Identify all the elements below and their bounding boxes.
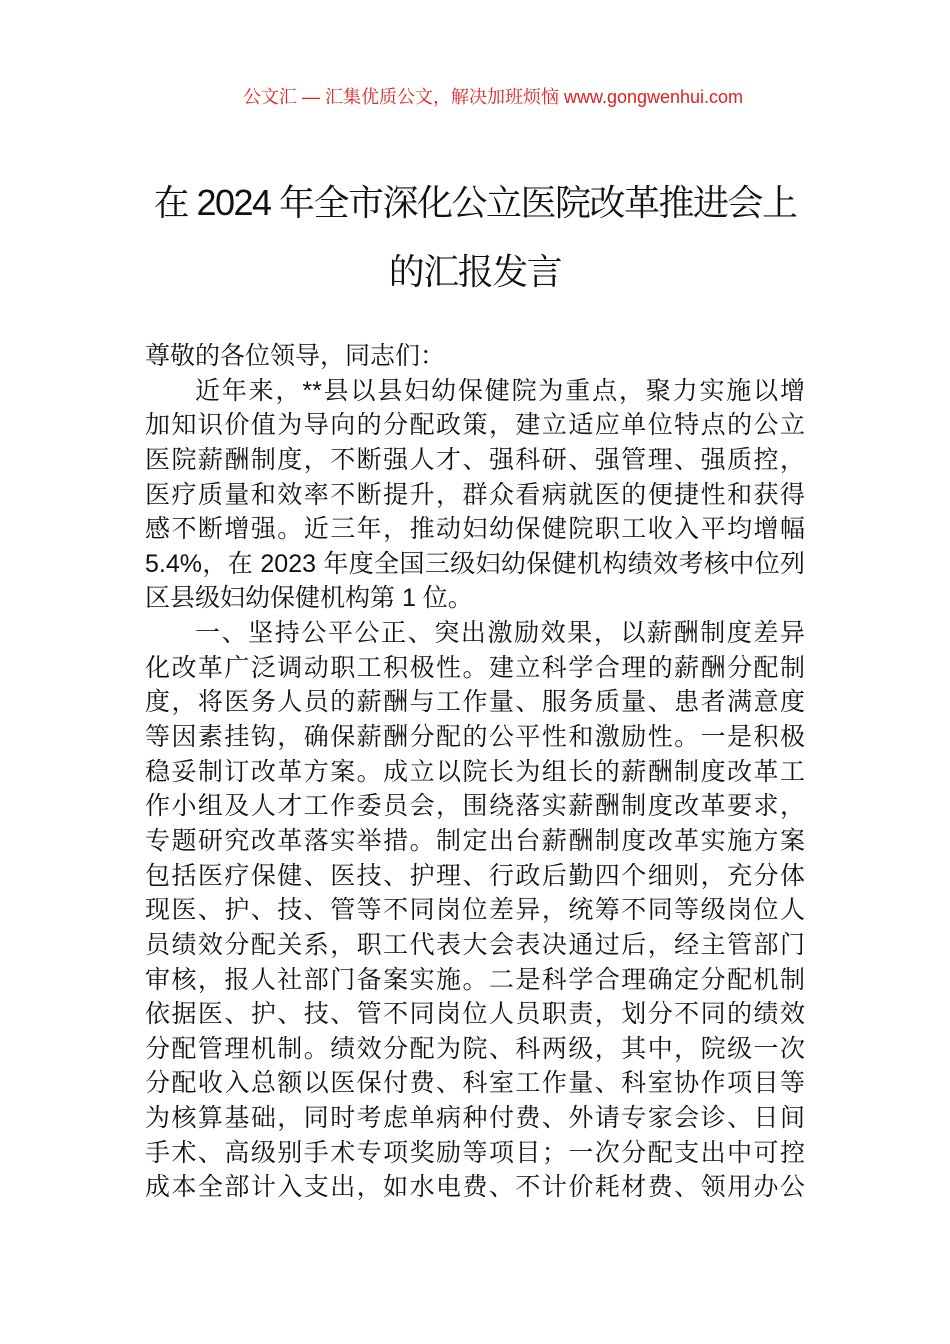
site-banner: 公文汇 — 汇集优质公文，解决加班烦恼 www.gongwenhui.com xyxy=(242,87,744,107)
text-line: 包括医疗保健、医技、护理、行政后勤四个细则，充分体 xyxy=(145,861,805,890)
text-line: 为核算基础，同时考虑单病种付费、外请专家会诊、日间 xyxy=(145,1104,805,1133)
text-line: 现医、护、技、管等不同岗位差异，统筹不同等级岗位人 xyxy=(145,896,805,925)
text-line: 一、坚持公平公正、突出激励效果，以薪酬制度差异 xyxy=(195,619,805,648)
text-line: 作小组及人才工作委员会，围绕落实薪酬制度改革要求， xyxy=(145,792,805,821)
text-line: 专题研究改革落实举措。制定出台薪酬制度改革实施方案 xyxy=(145,826,805,855)
text-line: 加知识价值为导向的分配政策，建立适应单位特点的公立 xyxy=(145,411,805,440)
text-line: 员绩效分配关系，职工代表大会表决通过后，经主管部门 xyxy=(145,930,805,959)
text-line: 医院薪酬制度，不断强人才、强科研、强管理、强质控， xyxy=(145,445,805,474)
text-line: 分配管理机制。绩效分配为院、科两级，其中，院级一次 xyxy=(145,1034,805,1063)
text-line: 审核，报人社部门备案实施。二是科学合理确定分配机制 xyxy=(145,965,805,994)
text-line: 等因素挂钩，确保薪酬分配的公平性和激励性。一是积极 xyxy=(145,723,805,752)
paragraph-section-one xyxy=(145,616,805,1205)
text-line: 依据医、护、技、管不同岗位人员职责，划分不同的绩效 xyxy=(145,1000,805,1029)
paragraph-intro xyxy=(145,374,805,616)
document-body xyxy=(145,339,805,1205)
text-line: 感不断增强。近三年，推动妇幼保健院职工收入平均增幅 xyxy=(145,515,805,544)
text-line: 近年来，**县以县妇幼保健院为重点，聚力实施以增 xyxy=(195,376,805,405)
text-line: 化改革广泛调动职工积极性。建立科学合理的薪酬分配制 xyxy=(145,653,805,682)
text-line: 分配收入总额以医保付费、科室工作量、科室协作项目等 xyxy=(145,1069,805,1098)
text-line: 稳妥制订改革方案。成立以院长为组长的薪酬制度改革工 xyxy=(145,757,805,786)
text-line: 成本全部计入支出，如水电费、不计价耗材费、领用办公 xyxy=(145,1173,805,1202)
document-title-line-1: 在 2024 年全市深化公立医院改革推进会上 xyxy=(153,182,797,223)
text-line: 5.4%，在 2023 年度全国三级妇幼保健机构绩效考核中位列 xyxy=(145,549,805,578)
text-line: 医疗质量和效率不断提升，群众看病就医的便捷性和获得 xyxy=(145,480,805,509)
text-line: 手术、高级别手术专项奖励等项目；一次分配支出中可控 xyxy=(145,1138,805,1167)
text-line: 度，将医务人员的薪酬与工作量、服务质量、患者满意度 xyxy=(145,688,805,717)
greeting: 尊敬的各位领导，同志们： xyxy=(145,342,446,370)
document-title-line-2: 的汇报发言 xyxy=(388,251,562,292)
text-line: 区县级妇幼保健机构第 1 位。 xyxy=(145,584,473,613)
